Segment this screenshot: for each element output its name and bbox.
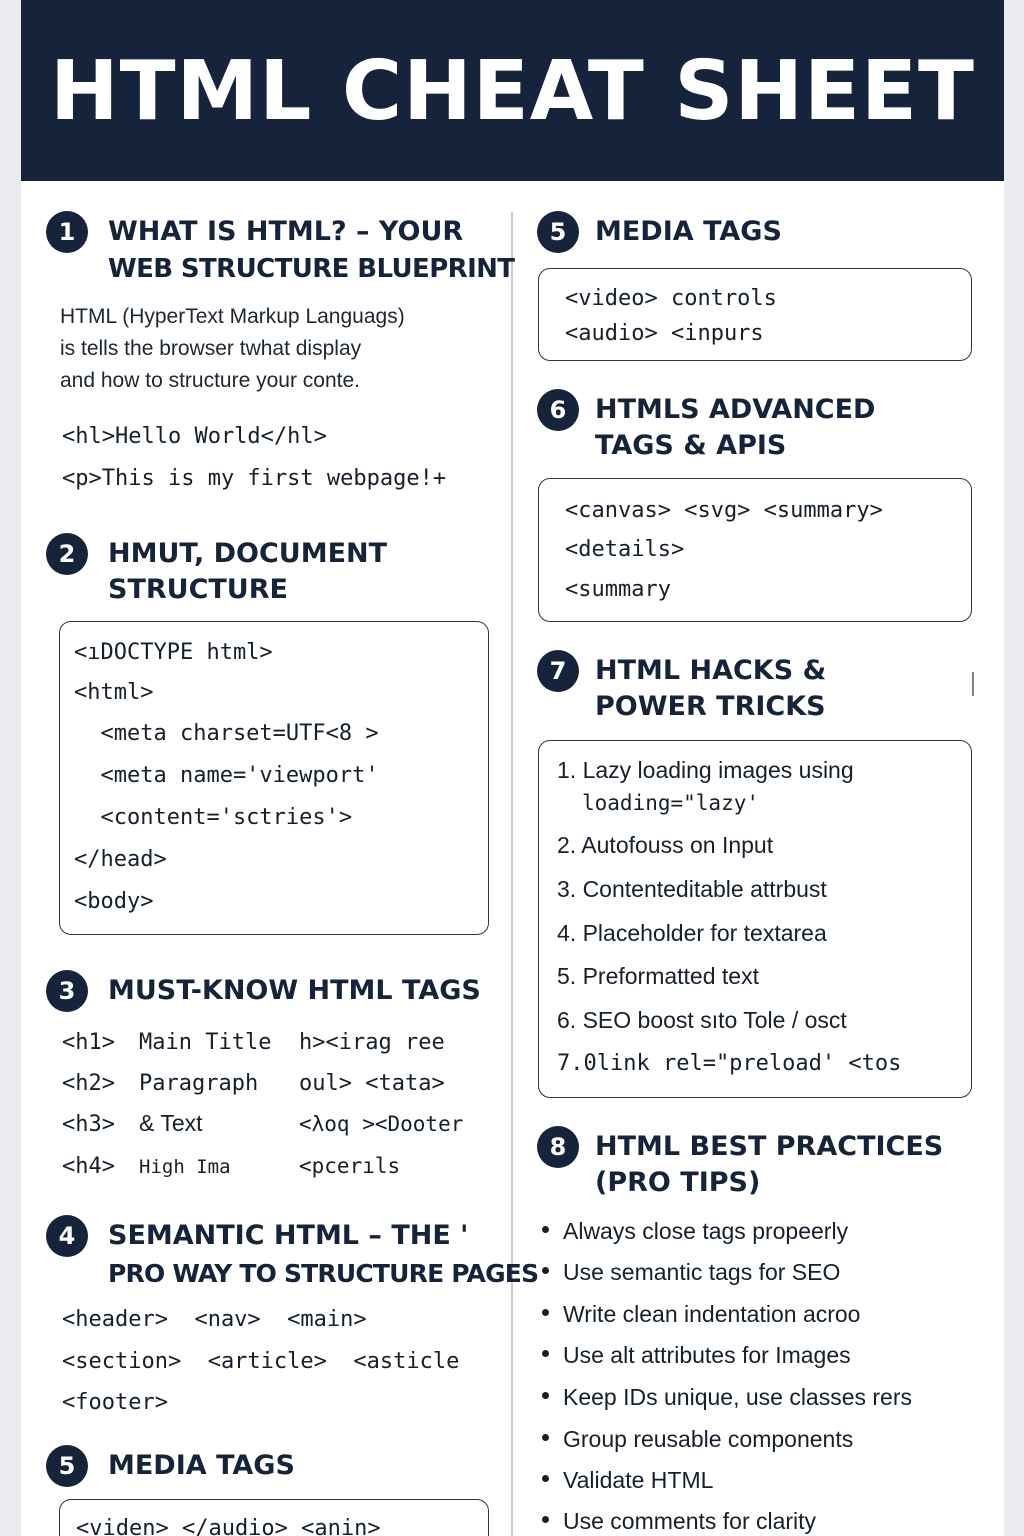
- best-practice-text: Use alt attributes for Images: [563, 1342, 851, 1368]
- best-practice-text: Group reusable components: [563, 1426, 854, 1452]
- tag-row-2-other: oul> <tata>: [299, 1071, 445, 1096]
- section-8-heading-line-2: (PRO TIPS): [595, 1167, 761, 1198]
- section-3-number: 3: [46, 970, 88, 1012]
- best-practice-item: [542, 1257, 840, 1287]
- trick-item-3: 3. Contenteditable attrbust: [557, 876, 827, 902]
- section-6-number: 6: [537, 389, 579, 431]
- section-1-description-line-3: and how to structure your conte.: [60, 369, 360, 392]
- trick-item-6: 6. SEO boost sıto Tole / osct: [557, 1007, 847, 1033]
- cheat-sheet: [21, 0, 1004, 1536]
- section-4-heading-line-1: SEMANTIC HTML – THE ': [108, 1220, 469, 1251]
- code-line: <body>: [74, 889, 154, 914]
- media-tags-left-code-box: [59, 1499, 489, 1536]
- tag-row-4-tag: <h4>: [62, 1154, 115, 1179]
- tag-row-1-label: Main Title: [139, 1030, 272, 1055]
- best-practice-text: Keep IDs unique, use classes rers: [563, 1384, 913, 1410]
- section-6-heading-line-1: HTMLS ADVANCED: [595, 394, 876, 425]
- section-4-heading-line-2: PRO WAY TO STRUCTURE PAGES: [108, 1259, 539, 1288]
- code-line: <html>: [74, 680, 154, 705]
- best-practice-text: Use comments for clarity: [563, 1508, 817, 1534]
- code-line: </head>: [74, 847, 167, 872]
- advanced-tags-code-box: [538, 478, 972, 622]
- tag-row-4-other: <pcerıls: [299, 1154, 401, 1178]
- section-1-heading-line-1: WHAT IS HTML? – YOUR: [108, 216, 464, 247]
- section-5-left-heading: MEDIA TAGS: [108, 1450, 295, 1481]
- bullet-icon: [542, 1226, 549, 1233]
- code-line: <meta charset=UTF<8 >: [74, 721, 379, 746]
- best-practice-item: [542, 1382, 912, 1412]
- trick-item-2: 2. Autofouss on Input: [557, 832, 774, 858]
- section-1-code-line-2: <p>This is my first webpage!+: [62, 466, 447, 491]
- section-1-code-line-1: <hl>Hello World</hl>: [62, 424, 327, 449]
- section-6-heading-line-2: TAGS & APIS: [595, 430, 787, 461]
- code-line: <viden> </audio> <anin>: [76, 1516, 381, 1536]
- section-4-number: 4: [46, 1215, 88, 1257]
- trick-item-4: 4. Placeholder for textarea: [557, 920, 827, 946]
- best-practice-text: Write clean indentation acroo: [563, 1301, 861, 1327]
- best-practice-item: [542, 1216, 848, 1246]
- bullet-icon: [542, 1434, 549, 1441]
- section-7-number: 7: [537, 650, 579, 692]
- tag-row-3-tag: <h3>: [62, 1112, 115, 1137]
- title-banner: [21, 0, 1004, 181]
- section-5-number: 5: [537, 211, 579, 253]
- section-5-left-number: 5: [46, 1445, 88, 1487]
- bullet-icon: [542, 1350, 549, 1357]
- code-line: <ıDOCTYPE html>: [74, 640, 273, 665]
- section-1-description-line-1: HTML (HyperText Markup Languags): [60, 305, 405, 328]
- code-line: <canvas> <svg> <summary>: [565, 498, 883, 523]
- code-line: <summary: [565, 577, 671, 602]
- best-practice-text: Always close tags propeerly: [563, 1218, 849, 1244]
- best-practice-item: [542, 1465, 713, 1495]
- section-1-description-line-2: is tells the browser twhat display: [60, 337, 362, 360]
- section-7-heading-line-1: HTML HACKS &: [595, 655, 827, 686]
- tag-row-1-tag: <h1>: [62, 1030, 115, 1055]
- section-1-heading-line-2: WEB STRUCTURE BLUEPRINT: [108, 254, 515, 284]
- divider-tick: [972, 672, 974, 696]
- bullet-icon: [542, 1516, 549, 1523]
- best-practice-item: [542, 1299, 860, 1329]
- page-title: HTML CHEAT SHEET: [49, 44, 975, 139]
- section-2-heading-line-2: STRUCTURE: [108, 574, 288, 605]
- trick-item-1: 1. Lazy loading images using: [557, 757, 854, 783]
- section-5-heading: MEDIA TAGS: [595, 216, 782, 247]
- bullet-icon: [542, 1475, 549, 1482]
- section-8-heading-line-1: HTML BEST PRACTICES: [595, 1131, 944, 1162]
- tag-row-1-other: h><irag ree: [299, 1030, 445, 1055]
- best-practice-item: [542, 1340, 851, 1370]
- trick-item-5: 5. Preformatted text: [557, 963, 759, 989]
- tag-row-2-tag: <h2>: [62, 1071, 115, 1096]
- tag-row-3-label: & Text: [139, 1110, 203, 1136]
- section-8-number: 8: [537, 1126, 579, 1168]
- best-practice-item: [542, 1424, 853, 1454]
- tag-row-4-label: High Ima: [139, 1156, 231, 1178]
- section-7-heading-line-2: POWER TRICKS: [595, 691, 826, 722]
- code-line: <content='sctries'>: [74, 805, 353, 830]
- section-3-heading: MUST-KNOW HTML TAGS: [108, 975, 481, 1006]
- code-line: <meta name='viewport': [74, 763, 379, 788]
- code-line: <details>: [565, 537, 685, 562]
- document-structure-code-box: [59, 621, 489, 935]
- best-practice-text: Validate HTML: [563, 1467, 714, 1493]
- tag-row-2-label: Paragraph: [139, 1071, 259, 1096]
- section-1-number: 1: [46, 211, 88, 253]
- section-2-number: 2: [46, 533, 88, 575]
- trick-item-1-code: loading="lazy': [582, 791, 760, 815]
- tag-row-3-other: <λoq ><Dooter: [299, 1112, 464, 1136]
- power-tricks-box: [538, 740, 972, 1098]
- bullet-icon: [542, 1267, 549, 1274]
- code-line: <audio> <inpurs: [565, 321, 764, 346]
- column-divider: [511, 212, 513, 1536]
- code-line: <video> controls: [565, 286, 777, 311]
- trick-item-7: 7.0link rel="preload' <tos: [557, 1051, 902, 1076]
- section-4-code-line-1: <header> <nav> <main>: [62, 1307, 367, 1332]
- section-4-code-line-2: <section> <article> <asticle: [62, 1349, 460, 1374]
- best-practice-text: Use semantic tags for SEO: [563, 1259, 841, 1285]
- bullet-icon: [542, 1392, 549, 1399]
- bullet-icon: [542, 1309, 549, 1316]
- section-4-code-line-3: <footer>: [62, 1390, 168, 1415]
- best-practice-item: [542, 1506, 816, 1536]
- section-2-heading-line-1: HMUT, DOCUMENT: [108, 538, 388, 569]
- media-tags-code-box: [538, 268, 972, 361]
